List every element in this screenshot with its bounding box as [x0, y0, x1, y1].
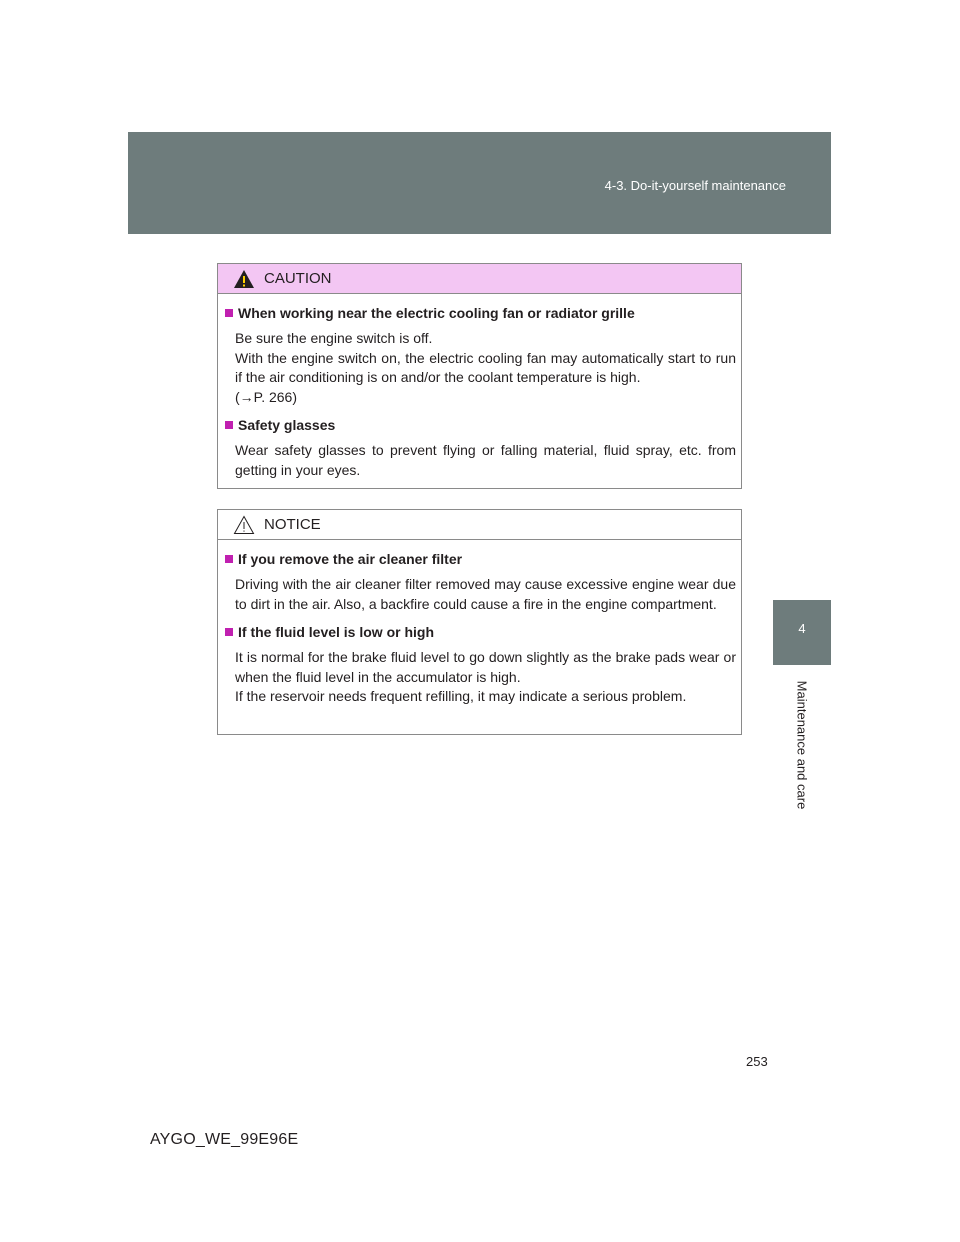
notice-title: NOTICE [264, 516, 321, 533]
notice-header [218, 510, 741, 540]
bullet-square-icon [225, 421, 233, 429]
caution-box [217, 263, 742, 489]
notice-body [218, 540, 741, 707]
paragraph-line: Wear safety glasses to prevent flying or falling material, fluid spray, etc. from getting in your eyes. [235, 442, 736, 478]
chapter-number: 4 [798, 621, 806, 636]
caution-body [218, 294, 741, 480]
notice-item-text [235, 575, 736, 614]
paragraph-line: If the reservoir needs frequent refilling, it may indicate a serious problem. [235, 688, 687, 704]
bullet-square-icon [225, 628, 233, 636]
warning-triangle-icon [233, 269, 255, 289]
caution-item-heading-text: When working near the electric cooling fan or radiator grille [238, 305, 635, 321]
chapter-tab [773, 600, 831, 665]
chapter-label: Maintenance and care [794, 680, 810, 810]
notice-item-heading-text: If the fluid level is low or high [238, 624, 435, 640]
notice-item-heading-text: If you remove the air cleaner filter [238, 551, 463, 567]
caution-item-text [235, 329, 736, 407]
caution-item-heading-text: Safety glasses [238, 417, 336, 433]
notice-item-heading [225, 551, 741, 567]
caution-title: CAUTION [264, 270, 332, 287]
notice-box [217, 509, 742, 735]
paragraph-line: With the engine switch on, the electric cooling fan may automatically start to run if the air conditioning is on and/or the coolant temperature is high. [235, 349, 736, 385]
paragraph-line: It is normal for the brake fluid level to go down slightly as the brake pads wear or when the fluid level in the accumulator is high. [235, 649, 736, 685]
paragraph-line: Driving with the air cleaner filter removed may cause excessive engine wear due to dirt in the air. Also, a backfire could cause a fire in the engine compartment. [235, 576, 736, 612]
caution-item-heading [225, 417, 741, 433]
notice-item-text [235, 648, 736, 707]
page-number: 253 [746, 1054, 768, 1069]
document-code: AYGO_WE_99E96E [150, 1131, 299, 1148]
page-reference: (→P. 266) [235, 388, 297, 405]
caution-header [218, 264, 741, 294]
notice-item-heading [225, 624, 741, 640]
bullet-square-icon [225, 555, 233, 563]
caution-item-heading [225, 305, 741, 321]
section-title: 4-3. Do-it-yourself maintenance [604, 178, 786, 193]
header-band [128, 132, 831, 234]
caution-item-text [235, 441, 736, 480]
paragraph-line: Be sure the engine switch is off. [235, 330, 433, 346]
notice-triangle-icon [233, 515, 255, 535]
bullet-square-icon [225, 309, 233, 317]
